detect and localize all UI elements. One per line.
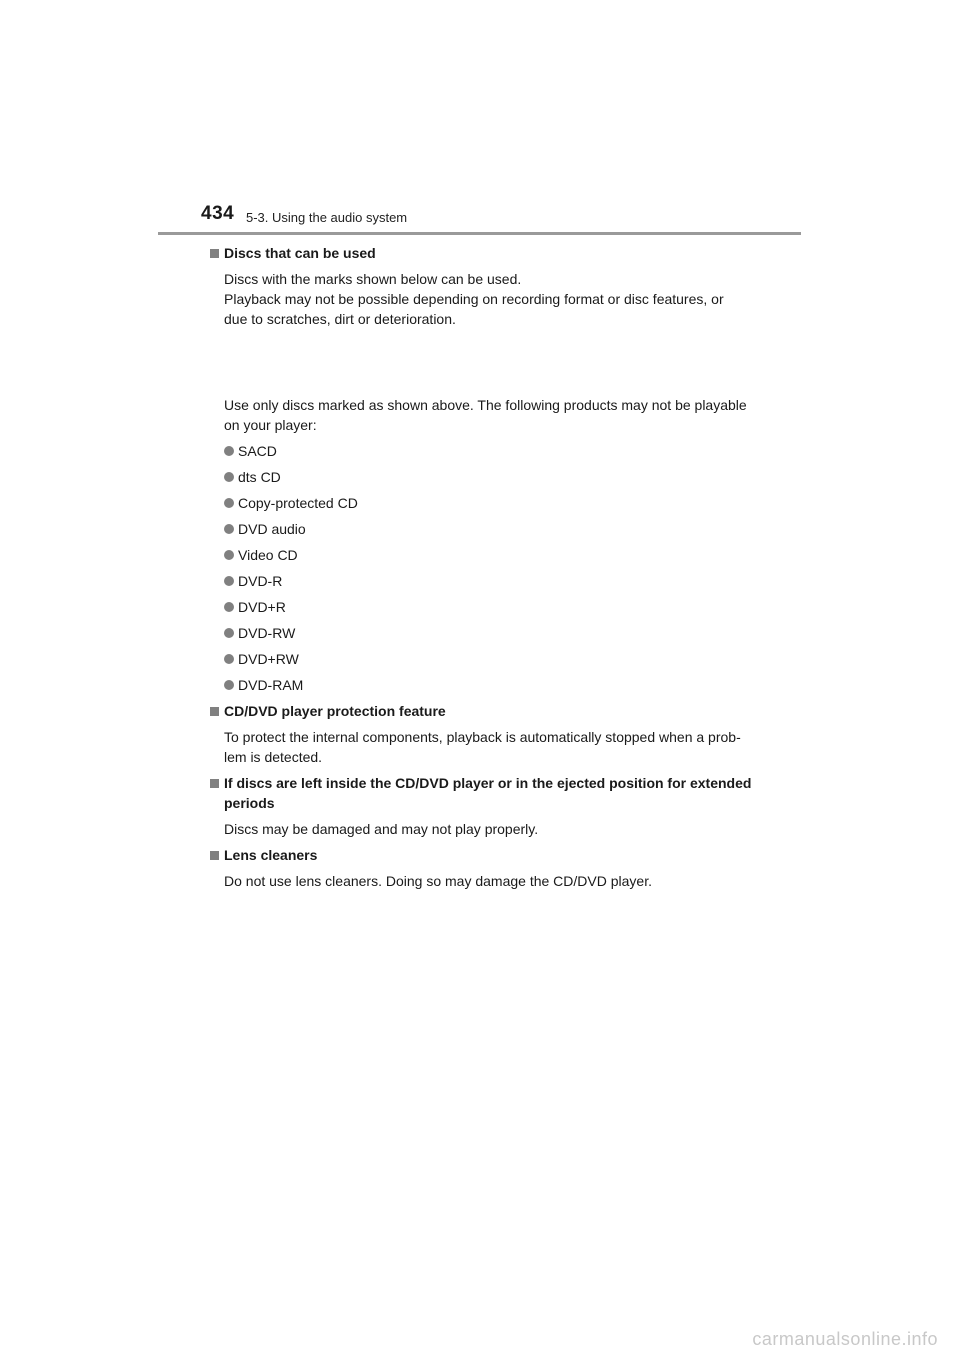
discs-line-4: Use only discs marked as shown above. The following products may not be playable	[224, 397, 747, 413]
list-item: DVD audio	[224, 516, 755, 542]
discs-heading	[210, 243, 755, 263]
round-bullet-icon	[224, 550, 234, 560]
left-inside-heading-line-1: If discs are left inside the CD/DVD player or in the ejected position for extended	[224, 775, 752, 791]
round-bullet-icon	[224, 654, 234, 664]
protection-line-2: lem is detected.	[224, 749, 323, 765]
square-bullet-icon	[210, 707, 219, 716]
disc-logo-area	[210, 329, 755, 395]
list-item: DVD+RW	[224, 646, 755, 672]
round-bullet-icon	[224, 524, 234, 534]
list-item: DVD-RAM	[224, 672, 755, 698]
list-item: DVD-R	[224, 568, 755, 594]
round-bullet-icon	[224, 498, 234, 508]
discs-heading-text: Discs that can be used	[224, 245, 376, 261]
protection-heading	[210, 701, 755, 721]
page-header	[201, 203, 801, 235]
discs-line-2: Playback may not be possible depending on recording format or disc features, or	[224, 291, 724, 307]
left-inside-line-1: Discs may be damaged and may not play properly.	[224, 821, 539, 837]
section-title: 5-3. Using the audio system	[246, 210, 408, 225]
square-bullet-icon	[210, 851, 219, 860]
list-item: dts CD	[224, 464, 755, 490]
discs-line-5: on your player:	[224, 417, 317, 433]
square-bullet-icon	[210, 249, 219, 258]
list-item: Video CD	[224, 542, 755, 568]
square-bullet-icon	[210, 779, 219, 788]
left-inside-heading-cont	[210, 793, 755, 813]
list-item: Copy-protected CD	[224, 490, 755, 516]
round-bullet-icon	[224, 680, 234, 690]
left-inside-heading-line-2: periods	[224, 795, 275, 811]
round-bullet-icon	[224, 576, 234, 586]
left-inside-heading	[210, 773, 755, 793]
unplayable-list	[210, 438, 755, 698]
protection-heading-text: CD/DVD player protection feature	[224, 703, 446, 719]
round-bullet-icon	[224, 472, 234, 482]
round-bullet-icon	[224, 446, 234, 456]
discs-line-1: Discs with the marks shown below can be used.	[224, 271, 522, 287]
list-item: SACD	[224, 438, 755, 464]
list-item: DVD+R	[224, 594, 755, 620]
lens-line-1: Do not use lens cleaners. Doing so may damage the CD/DVD player.	[224, 873, 652, 889]
protection-line-1: To protect the internal components, playback is automatically stopped when a prob-	[224, 729, 741, 745]
lens-heading-text: Lens cleaners	[224, 847, 318, 863]
round-bullet-icon	[224, 602, 234, 612]
list-item: DVD-RW	[224, 620, 755, 646]
discs-line-3: due to scratches, dirt or deterioration.	[224, 311, 456, 327]
round-bullet-icon	[224, 628, 234, 638]
header-divider	[158, 232, 801, 235]
lens-heading	[210, 845, 755, 865]
watermark: carmanualsonline.info	[752, 1329, 938, 1349]
page-number: 434	[201, 203, 235, 224]
page-content	[210, 243, 755, 891]
